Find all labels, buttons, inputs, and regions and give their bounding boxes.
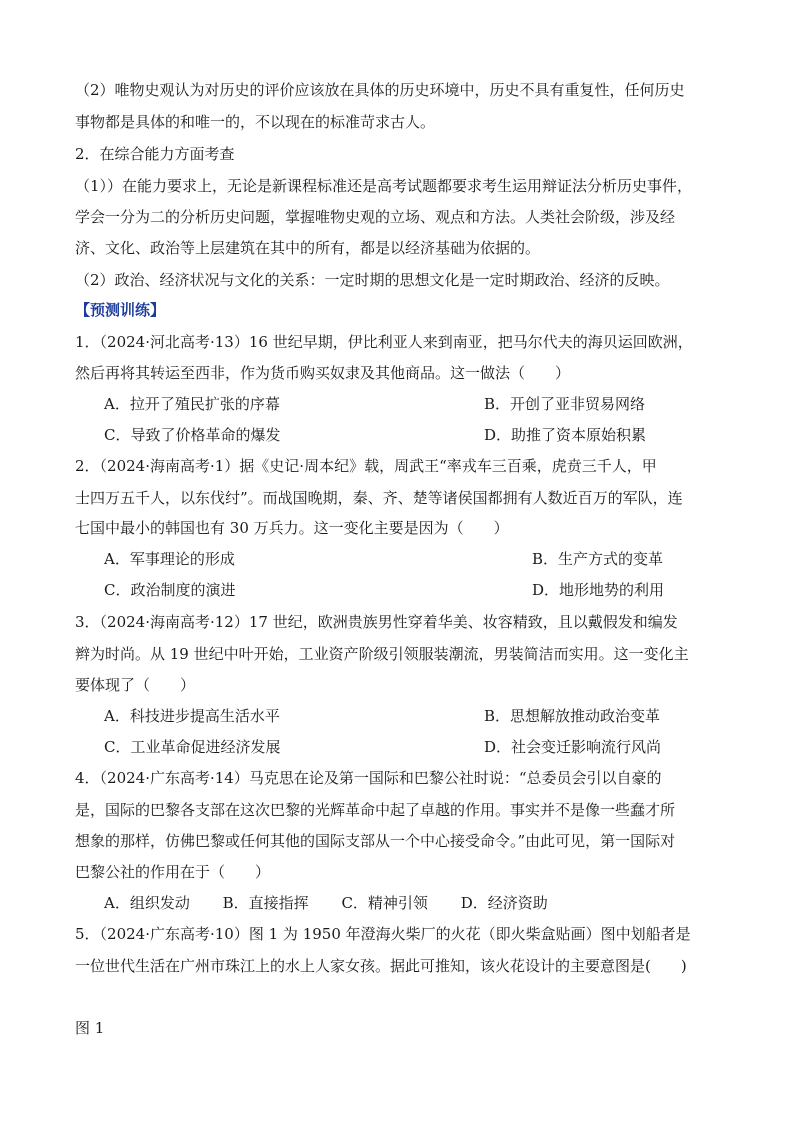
- question-4-stem: 巴黎公社的作用在于（ ）: [75, 863, 271, 881]
- question-1-option-c: C．导致了价格革命的爆发: [104, 426, 281, 444]
- question-2-option-d: D．地形地势的利用: [532, 581, 665, 599]
- question-2-option-a: A．军事理论的形成: [104, 550, 235, 568]
- paragraph-line: 学会一分为二的分析历史问题，掌握唯物史观的立场、观点和方法。人类社会阶级，涉及经: [75, 208, 676, 226]
- question-4-options-row: [104, 893, 548, 913]
- question-3-option-c: C．工业革命促进经济发展: [104, 738, 281, 756]
- question-5-stem: 5．（2024·广东高考·10）图 1 为 1950 年澄海火柴厂的火花（即火柴盒贴画）图中划船者是: [75, 925, 691, 943]
- question-3-option-d: D．社会变迁影响流行风尚: [484, 738, 662, 756]
- paragraph-line: 事物都是具体的和唯一的，不以现在的标准苛求古人。: [75, 113, 436, 131]
- question-1-option-a: A．拉开了殖民扩张的序幕: [104, 395, 280, 413]
- question-3-option-b: B．思想解放推动政治变革: [484, 707, 661, 725]
- question-2-option-c: C．政治制度的演进: [104, 581, 236, 599]
- paragraph-line: 济、文化、政治等上层建筑在其中的所有，都是以经济基础为依据的。: [75, 239, 541, 257]
- section-heading: 【预测训练】: [75, 301, 166, 319]
- section-title: 2．在综合能力方面考查: [75, 145, 235, 163]
- question-4-option-a: A．组织发动: [104, 894, 190, 912]
- question-4-option-d: D．经济资助: [460, 894, 548, 912]
- question-3-stem: 3．（2024·海南高考·12）17 世纪，欧洲贵族男性穿着华美、妆容精致，且以戴假发和编发: [75, 613, 678, 631]
- question-1-stem: 然后再将其转运至西非，作为货币购买奴隶及其他商品。这一做法（ ）: [75, 364, 571, 382]
- question-1-option-b: B．开创了亚非贸易网络: [484, 395, 646, 413]
- question-1-option-d: D．助推了资本原始积累: [484, 426, 647, 444]
- question-3-stem: 辫为时尚。从 19 世纪中叶开始，工业资产阶级引领服装潮流，男装简洁而实用。这一变化主: [75, 645, 689, 663]
- question-2-stem: 七国中最小的韩国也有 30 万兵力。这一变化主要是因为（ ）: [75, 519, 509, 537]
- question-4-option-c: C．精神引领: [341, 894, 428, 912]
- question-3-stem: 要体现了（ ）: [75, 676, 196, 694]
- paragraph-line: （2）政治、经济状况与文化的关系：一定时期的思想文化是一定时期政治、经济的反映。: [75, 271, 670, 289]
- question-4-option-b: B．直接指挥: [222, 894, 309, 912]
- figure-caption: 图 1: [75, 1019, 105, 1037]
- question-4-stem: 是，国际的巴黎各支部在这次巴黎的光辉革命中起了卓越的作用。事实并不是像一些蠢才所: [75, 801, 676, 819]
- question-4-stem: 想象的那样，仿佛巴黎或任何其他的国际支部从一个中心接受命令。”由此可见，第一国际对: [75, 832, 676, 850]
- question-5-stem: 一位世代生活在广州市珠江上的水上人家女孩。据此可推知，该火花设计的主要意图是( ): [75, 957, 687, 975]
- question-3-option-a: A．科技进步提高生活水平: [104, 707, 280, 725]
- paragraph-line: （1））在能力要求上，无论是新课程标准还是高考试题都要求考生运用辩证法分析历史事件，: [75, 177, 693, 195]
- question-4-stem: 4．（2024·广东高考·14）马克思在论及第一国际和巴黎公社时说：“总委员会引以自豪的: [75, 769, 662, 787]
- question-2-stem: 2．（2024·海南高考·1）据《史记·周本纪》载，周武王“率戎车三百乘，虎贲三千人，甲: [75, 457, 657, 475]
- question-1-stem: 1．（2024·河北高考·13）16 世纪早期，伊比利亚人来到南亚，把马尔代夫的海贝运回欧洲，: [75, 333, 693, 351]
- question-2-stem: 士四万五千人，以东伐纣”。而战国晚期，秦、齐、楚等诸侯国都拥有人数近百万的军队，连: [75, 489, 683, 507]
- paragraph-line: （2）唯物史观认为对历史的评价应该放在具体的历史环境中，历史不具有重复性，任何历史: [75, 81, 685, 99]
- question-2-option-b: B．生产方式的变革: [532, 550, 664, 568]
